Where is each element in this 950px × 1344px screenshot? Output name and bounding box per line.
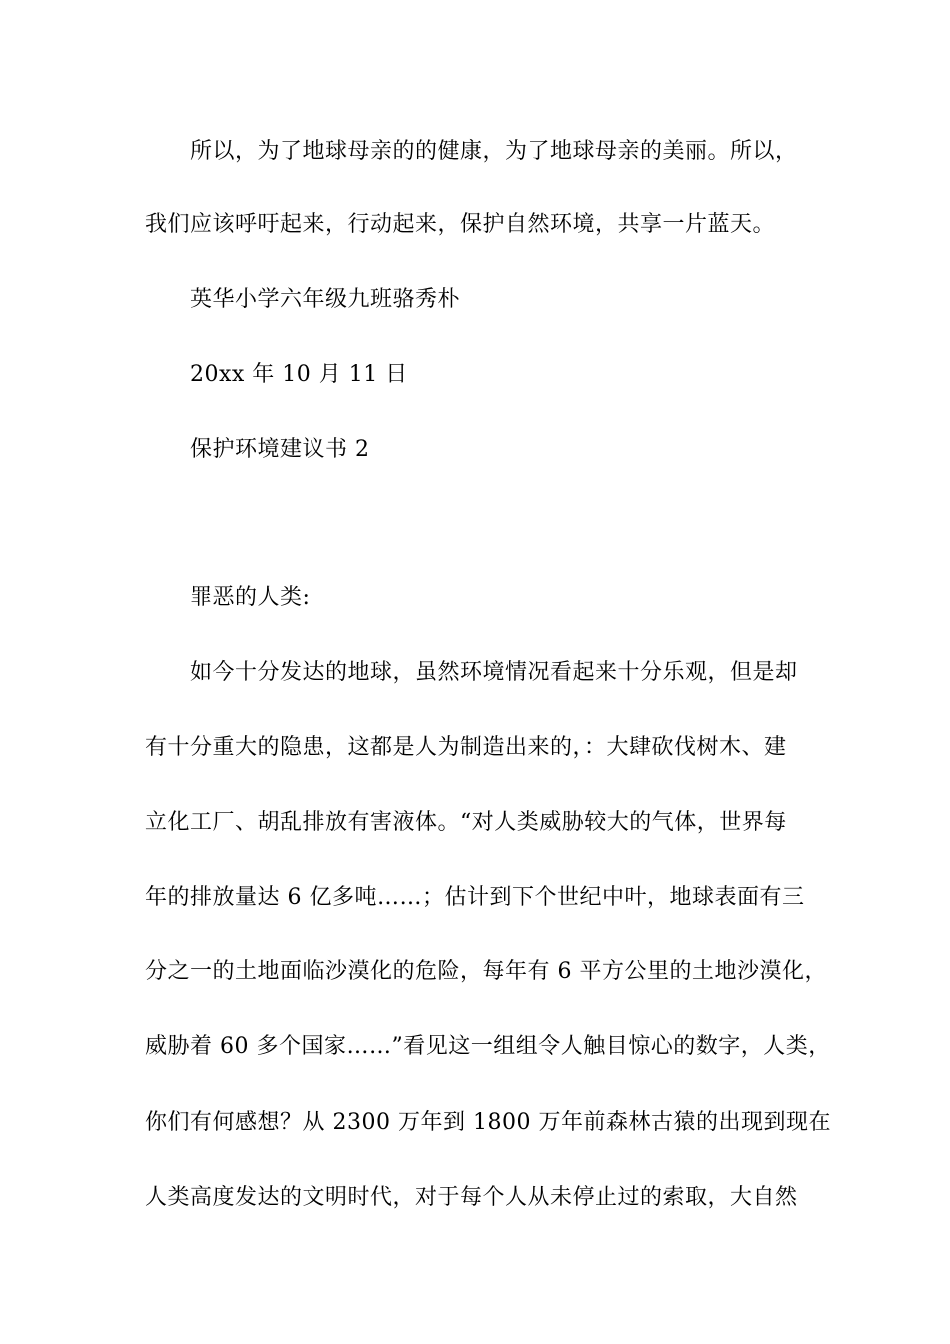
paragraph-line: 分之一的土地面临沙漠化的危险，每年有 6 平方公里的土地沙漠化， bbox=[145, 959, 827, 984]
paragraph-line: 人类高度发达的文明时代，对于每个人从未停止过的索取，大自然 bbox=[145, 1185, 798, 1210]
paragraph-line: 所以，为了地球母亲的的健康，为了地球母亲的美丽。所以， bbox=[190, 139, 798, 164]
paragraph-line: 立化工厂、胡乱排放有害液体。“对人类威胁较大的气体，世界每 bbox=[145, 810, 787, 835]
paragraph-line: 年的排放量达 6 亿多吨……；估计到下个世纪中叶，地球表面有三 bbox=[145, 885, 805, 910]
paragraph-line: 有十分重大的隐患，这都是人为制造出来的，：大肆砍伐树木、建 bbox=[145, 735, 787, 760]
paragraph-line: 威胁着 60 多个国家……”看见这一组组令人触目惊心的数字，人类， bbox=[145, 1034, 831, 1059]
date: 20xx 年 10 月 11 日 bbox=[190, 362, 408, 387]
paragraph-line: 你们有何感想？从 2300 万年到 1800 万年前森林古猿的出现到现在 bbox=[145, 1110, 831, 1135]
paragraph-line: 如今十分发达的地球，虽然环境情况看起来十分乐观，但是却 bbox=[190, 660, 798, 685]
signature: 英华小学六年级九班骆秀朴 bbox=[190, 287, 461, 312]
section-title: 保护环境建议书 2 bbox=[190, 437, 370, 462]
salutation: 罪恶的人类: bbox=[190, 585, 311, 610]
paragraph-line: 我们应该呼吁起来，行动起来，保护自然环境，共享一片蓝天。 bbox=[145, 212, 776, 237]
